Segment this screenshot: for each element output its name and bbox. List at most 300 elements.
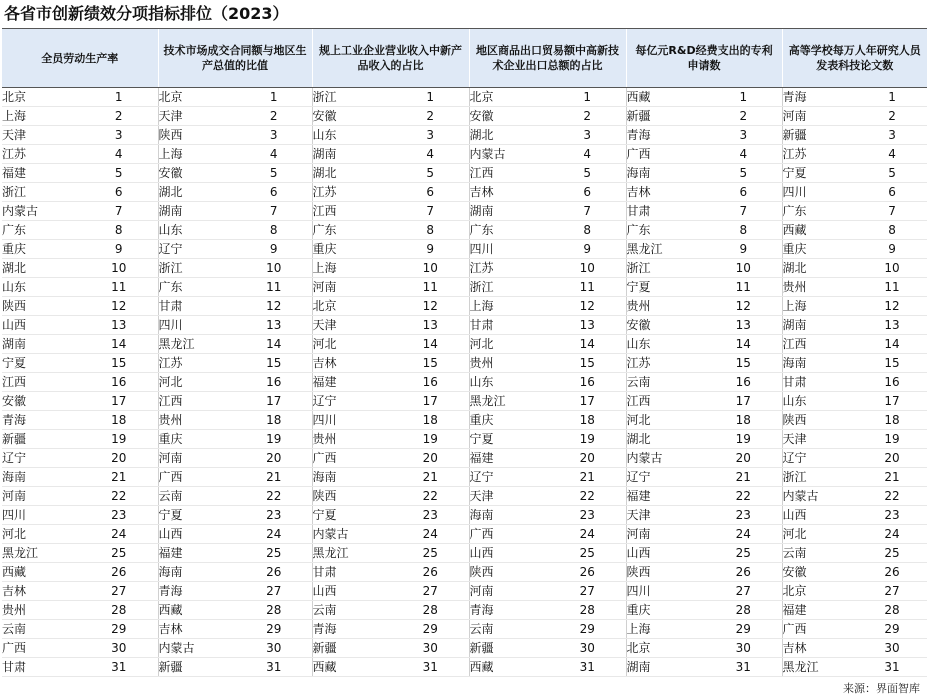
province-cell: 广东 — [158, 278, 236, 297]
rank-cell: 7 — [392, 202, 469, 221]
rank-cell: 26 — [857, 563, 927, 582]
rank-cell: 25 — [549, 544, 626, 563]
province-cell: 北京 — [158, 88, 236, 107]
province-cell: 海南 — [782, 354, 857, 373]
province-cell: 湖北 — [782, 259, 857, 278]
rank-cell: 19 — [236, 430, 312, 449]
rank-cell: 5 — [857, 164, 927, 183]
province-cell: 湖北 — [2, 259, 80, 278]
rank-cell: 11 — [80, 278, 158, 297]
province-cell: 宁夏 — [158, 506, 236, 525]
province-cell: 黑龙江 — [158, 335, 236, 354]
rank-cell: 1 — [80, 88, 158, 107]
rank-cell: 17 — [80, 392, 158, 411]
province-cell: 河北 — [626, 411, 705, 430]
province-cell: 江西 — [312, 202, 392, 221]
rank-cell: 4 — [549, 145, 626, 164]
table-row — [2, 259, 927, 278]
table-row — [2, 392, 927, 411]
rank-cell: 8 — [80, 221, 158, 240]
rank-cell: 9 — [392, 240, 469, 259]
province-cell: 西藏 — [2, 563, 80, 582]
rank-cell: 7 — [80, 202, 158, 221]
rank-cell: 18 — [236, 411, 312, 430]
rank-cell: 11 — [392, 278, 469, 297]
province-cell: 重庆 — [782, 240, 857, 259]
rank-cell: 10 — [392, 259, 469, 278]
rank-cell: 3 — [80, 126, 158, 145]
province-cell: 山东 — [158, 221, 236, 240]
table-row — [2, 335, 927, 354]
rank-cell: 14 — [236, 335, 312, 354]
rank-cell: 15 — [705, 354, 782, 373]
province-cell: 云南 — [469, 620, 549, 639]
rank-cell: 22 — [705, 487, 782, 506]
rank-cell: 4 — [392, 145, 469, 164]
rank-cell: 12 — [236, 297, 312, 316]
rank-cell: 28 — [705, 601, 782, 620]
column-header: 技术市场成交合同额与地区生产总值的比值 — [158, 29, 312, 88]
province-cell: 重庆 — [626, 601, 705, 620]
province-cell: 河南 — [469, 582, 549, 601]
province-cell: 新疆 — [312, 639, 392, 658]
province-cell: 湖北 — [312, 164, 392, 183]
table-row — [2, 221, 927, 240]
rank-cell: 9 — [236, 240, 312, 259]
province-cell: 广西 — [312, 449, 392, 468]
province-cell: 浙江 — [469, 278, 549, 297]
column-header: 每亿元R&D经费支出的专利申请数 — [626, 29, 782, 88]
province-cell: 重庆 — [312, 240, 392, 259]
province-cell: 河北 — [312, 335, 392, 354]
province-cell: 广西 — [782, 620, 857, 639]
rank-cell: 18 — [549, 411, 626, 430]
province-cell: 北京 — [469, 88, 549, 107]
rank-cell: 27 — [392, 582, 469, 601]
province-cell: 四川 — [469, 240, 549, 259]
rank-cell: 5 — [705, 164, 782, 183]
rank-cell: 27 — [857, 582, 927, 601]
column-header: 地区商品出口贸易额中高新技术企业出口总额的占比 — [469, 29, 626, 88]
rank-cell: 18 — [705, 411, 782, 430]
province-cell: 湖北 — [469, 126, 549, 145]
rank-cell: 9 — [857, 240, 927, 259]
province-cell: 贵州 — [312, 430, 392, 449]
province-cell: 山西 — [469, 544, 549, 563]
province-cell: 江苏 — [782, 145, 857, 164]
province-cell: 贵州 — [2, 601, 80, 620]
rank-cell: 19 — [80, 430, 158, 449]
province-cell: 河北 — [469, 335, 549, 354]
province-cell: 甘肃 — [782, 373, 857, 392]
rank-cell: 16 — [392, 373, 469, 392]
province-cell: 河南 — [782, 107, 857, 126]
province-cell: 天津 — [626, 506, 705, 525]
rank-cell: 1 — [857, 88, 927, 107]
province-cell: 江苏 — [312, 183, 392, 202]
province-cell: 山西 — [626, 544, 705, 563]
rank-cell: 27 — [236, 582, 312, 601]
rank-cell: 11 — [549, 278, 626, 297]
rank-cell: 26 — [549, 563, 626, 582]
province-cell: 广东 — [782, 202, 857, 221]
table-row — [2, 601, 927, 620]
province-cell: 黑龙江 — [312, 544, 392, 563]
province-cell: 云南 — [626, 373, 705, 392]
rank-cell: 14 — [549, 335, 626, 354]
rank-cell: 7 — [549, 202, 626, 221]
province-cell: 云南 — [2, 620, 80, 639]
province-cell: 湖南 — [158, 202, 236, 221]
province-cell: 安徽 — [626, 316, 705, 335]
rank-cell: 16 — [549, 373, 626, 392]
rank-cell: 30 — [705, 639, 782, 658]
column-header: 高等学校每万人年研究人员发表科技论文数 — [782, 29, 927, 88]
province-cell: 西藏 — [782, 221, 857, 240]
rank-cell: 23 — [392, 506, 469, 525]
province-cell: 广东 — [2, 221, 80, 240]
province-cell: 云南 — [782, 544, 857, 563]
province-cell: 北京 — [312, 297, 392, 316]
rank-cell: 29 — [392, 620, 469, 639]
province-cell: 陕西 — [312, 487, 392, 506]
rank-cell: 26 — [80, 563, 158, 582]
rank-cell: 17 — [857, 392, 927, 411]
rank-cell: 2 — [236, 107, 312, 126]
rank-cell: 12 — [857, 297, 927, 316]
province-cell: 内蒙古 — [782, 487, 857, 506]
rank-cell: 8 — [705, 221, 782, 240]
province-cell: 黑龙江 — [469, 392, 549, 411]
province-cell: 福建 — [626, 487, 705, 506]
rank-cell: 26 — [392, 563, 469, 582]
province-cell: 辽宁 — [312, 392, 392, 411]
province-cell: 北京 — [2, 88, 80, 107]
rank-cell: 21 — [80, 468, 158, 487]
table-row — [2, 88, 927, 107]
rank-cell: 21 — [549, 468, 626, 487]
rank-cell: 8 — [857, 221, 927, 240]
province-cell: 辽宁 — [469, 468, 549, 487]
province-cell: 广东 — [469, 221, 549, 240]
province-cell: 上海 — [2, 107, 80, 126]
rank-cell: 3 — [857, 126, 927, 145]
rank-cell: 19 — [392, 430, 469, 449]
province-cell: 重庆 — [469, 411, 549, 430]
rank-cell: 6 — [549, 183, 626, 202]
province-cell: 云南 — [312, 601, 392, 620]
province-cell: 河南 — [312, 278, 392, 297]
province-cell: 甘肃 — [626, 202, 705, 221]
province-cell: 上海 — [782, 297, 857, 316]
rank-cell: 19 — [857, 430, 927, 449]
province-cell: 山西 — [2, 316, 80, 335]
rank-cell: 28 — [236, 601, 312, 620]
rank-cell: 29 — [705, 620, 782, 639]
source-note: 来源：界面智库 — [843, 682, 920, 695]
province-cell: 湖南 — [2, 335, 80, 354]
ranking-body — [2, 88, 927, 677]
province-cell: 江苏 — [626, 354, 705, 373]
province-cell: 甘肃 — [158, 297, 236, 316]
province-cell: 辽宁 — [626, 468, 705, 487]
rank-cell: 18 — [392, 411, 469, 430]
rank-cell: 24 — [80, 525, 158, 544]
province-cell: 江西 — [469, 164, 549, 183]
rank-cell: 3 — [392, 126, 469, 145]
table-row — [2, 126, 927, 145]
province-cell: 青海 — [2, 411, 80, 430]
rank-cell: 20 — [392, 449, 469, 468]
province-cell: 海南 — [469, 506, 549, 525]
table-row — [2, 487, 927, 506]
province-cell: 天津 — [469, 487, 549, 506]
rank-cell: 25 — [80, 544, 158, 563]
province-cell: 青海 — [782, 88, 857, 107]
province-cell: 辽宁 — [2, 449, 80, 468]
rank-cell: 31 — [549, 658, 626, 677]
province-cell: 河北 — [158, 373, 236, 392]
province-cell: 福建 — [158, 544, 236, 563]
rank-cell: 1 — [705, 88, 782, 107]
rank-cell: 31 — [80, 658, 158, 677]
rank-cell: 20 — [705, 449, 782, 468]
province-cell: 黑龙江 — [626, 240, 705, 259]
province-cell: 广西 — [626, 145, 705, 164]
province-cell: 河北 — [782, 525, 857, 544]
province-cell: 海南 — [158, 563, 236, 582]
rank-cell: 29 — [80, 620, 158, 639]
table-row — [2, 525, 927, 544]
province-cell: 上海 — [626, 620, 705, 639]
province-cell: 江西 — [626, 392, 705, 411]
province-cell: 内蒙古 — [158, 639, 236, 658]
province-cell: 江西 — [782, 335, 857, 354]
rank-cell: 30 — [549, 639, 626, 658]
province-cell: 新疆 — [782, 126, 857, 145]
rank-cell: 22 — [236, 487, 312, 506]
province-cell: 陕西 — [782, 411, 857, 430]
rank-cell: 17 — [705, 392, 782, 411]
rank-cell: 11 — [857, 278, 927, 297]
rank-cell: 31 — [857, 658, 927, 677]
rank-cell: 4 — [705, 145, 782, 164]
rank-cell: 13 — [549, 316, 626, 335]
province-cell: 河北 — [2, 525, 80, 544]
table-row — [2, 240, 927, 259]
province-cell: 青海 — [626, 126, 705, 145]
table-row — [2, 411, 927, 430]
province-cell: 福建 — [782, 601, 857, 620]
rank-cell: 8 — [549, 221, 626, 240]
rank-cell: 3 — [705, 126, 782, 145]
rank-cell: 2 — [705, 107, 782, 126]
page-title: 各省市创新绩效分项指标排位（2023） — [4, 4, 289, 23]
province-cell: 吉林 — [158, 620, 236, 639]
province-cell: 云南 — [158, 487, 236, 506]
province-cell: 贵州 — [782, 278, 857, 297]
rank-cell: 20 — [236, 449, 312, 468]
province-cell: 广西 — [158, 468, 236, 487]
province-cell: 吉林 — [626, 183, 705, 202]
province-cell: 青海 — [158, 582, 236, 601]
rank-cell: 13 — [236, 316, 312, 335]
rank-cell: 22 — [392, 487, 469, 506]
rank-cell: 30 — [857, 639, 927, 658]
rank-cell: 27 — [705, 582, 782, 601]
province-cell: 山西 — [782, 506, 857, 525]
province-cell: 新疆 — [626, 107, 705, 126]
rank-cell: 14 — [857, 335, 927, 354]
rank-cell: 16 — [236, 373, 312, 392]
province-cell: 四川 — [312, 411, 392, 430]
rank-cell: 1 — [392, 88, 469, 107]
rank-cell: 12 — [549, 297, 626, 316]
table-row — [2, 430, 927, 449]
province-cell: 贵州 — [626, 297, 705, 316]
rank-cell: 24 — [392, 525, 469, 544]
province-cell: 河南 — [626, 525, 705, 544]
province-cell: 浙江 — [2, 183, 80, 202]
table-row — [2, 582, 927, 601]
rank-cell: 13 — [705, 316, 782, 335]
rank-cell: 25 — [236, 544, 312, 563]
province-cell: 江苏 — [469, 259, 549, 278]
rank-cell: 28 — [80, 601, 158, 620]
column-header: 规上工业企业营业收入中新产品收入的占比 — [312, 29, 469, 88]
rank-cell: 22 — [80, 487, 158, 506]
rank-cell: 16 — [857, 373, 927, 392]
rank-cell: 15 — [857, 354, 927, 373]
province-cell: 吉林 — [312, 354, 392, 373]
rank-cell: 20 — [549, 449, 626, 468]
province-cell: 西藏 — [158, 601, 236, 620]
rank-cell: 10 — [80, 259, 158, 278]
province-cell: 天津 — [782, 430, 857, 449]
rank-cell: 15 — [549, 354, 626, 373]
table-row — [2, 202, 927, 221]
province-cell: 河南 — [158, 449, 236, 468]
rank-cell: 11 — [236, 278, 312, 297]
province-cell: 天津 — [2, 126, 80, 145]
province-cell: 辽宁 — [782, 449, 857, 468]
rank-cell: 9 — [549, 240, 626, 259]
province-cell: 宁夏 — [782, 164, 857, 183]
rank-cell: 1 — [549, 88, 626, 107]
rank-cell: 5 — [236, 164, 312, 183]
rank-cell: 24 — [549, 525, 626, 544]
rank-cell: 3 — [236, 126, 312, 145]
rank-cell: 5 — [80, 164, 158, 183]
rank-cell: 30 — [392, 639, 469, 658]
rank-cell: 14 — [80, 335, 158, 354]
province-cell: 江西 — [158, 392, 236, 411]
province-cell: 四川 — [782, 183, 857, 202]
province-cell: 天津 — [158, 107, 236, 126]
table-row — [2, 145, 927, 164]
rank-cell: 30 — [80, 639, 158, 658]
table-row — [2, 639, 927, 658]
rank-cell: 24 — [705, 525, 782, 544]
table-row — [2, 183, 927, 202]
province-cell: 宁夏 — [469, 430, 549, 449]
province-cell: 江苏 — [158, 354, 236, 373]
rank-cell: 29 — [549, 620, 626, 639]
province-cell: 重庆 — [158, 430, 236, 449]
rank-cell: 21 — [392, 468, 469, 487]
rank-cell: 7 — [705, 202, 782, 221]
province-cell: 北京 — [626, 639, 705, 658]
table-row — [2, 164, 927, 183]
rank-cell: 13 — [857, 316, 927, 335]
rank-cell: 23 — [80, 506, 158, 525]
rank-cell: 10 — [236, 259, 312, 278]
rank-cell: 30 — [236, 639, 312, 658]
rank-cell: 26 — [236, 563, 312, 582]
province-cell: 甘肃 — [312, 563, 392, 582]
rank-cell: 21 — [705, 468, 782, 487]
rank-cell: 15 — [80, 354, 158, 373]
province-cell: 吉林 — [782, 639, 857, 658]
province-cell: 内蒙古 — [2, 202, 80, 221]
table-row — [2, 620, 927, 639]
rank-cell: 28 — [549, 601, 626, 620]
rank-cell: 20 — [80, 449, 158, 468]
province-cell: 安徽 — [2, 392, 80, 411]
province-cell: 宁夏 — [312, 506, 392, 525]
rank-cell: 31 — [392, 658, 469, 677]
province-cell: 安徽 — [782, 563, 857, 582]
province-cell: 陕西 — [2, 297, 80, 316]
rank-cell: 14 — [705, 335, 782, 354]
rank-cell: 6 — [857, 183, 927, 202]
rank-cell: 9 — [80, 240, 158, 259]
table-row — [2, 297, 927, 316]
province-cell: 青海 — [469, 601, 549, 620]
rank-cell: 21 — [857, 468, 927, 487]
rank-cell: 2 — [80, 107, 158, 126]
table-row — [2, 316, 927, 335]
province-cell: 天津 — [312, 316, 392, 335]
rank-cell: 13 — [392, 316, 469, 335]
table-row — [2, 506, 927, 525]
province-cell: 广东 — [626, 221, 705, 240]
rank-cell: 4 — [236, 145, 312, 164]
rank-cell: 21 — [236, 468, 312, 487]
rank-cell: 25 — [857, 544, 927, 563]
rank-cell: 26 — [705, 563, 782, 582]
rank-cell: 23 — [236, 506, 312, 525]
rank-cell: 4 — [80, 145, 158, 164]
table-row — [2, 278, 927, 297]
province-cell: 北京 — [782, 582, 857, 601]
province-cell: 广东 — [312, 221, 392, 240]
rank-cell: 12 — [80, 297, 158, 316]
province-cell: 内蒙古 — [312, 525, 392, 544]
province-cell: 山东 — [312, 126, 392, 145]
rank-cell: 25 — [705, 544, 782, 563]
province-cell: 陕西 — [626, 563, 705, 582]
table-row — [2, 449, 927, 468]
province-cell: 内蒙古 — [626, 449, 705, 468]
header-row — [2, 29, 927, 88]
province-cell: 广西 — [469, 525, 549, 544]
rank-cell: 15 — [392, 354, 469, 373]
rank-cell: 17 — [549, 392, 626, 411]
rank-cell: 29 — [236, 620, 312, 639]
rank-cell: 10 — [549, 259, 626, 278]
province-cell: 西藏 — [469, 658, 549, 677]
